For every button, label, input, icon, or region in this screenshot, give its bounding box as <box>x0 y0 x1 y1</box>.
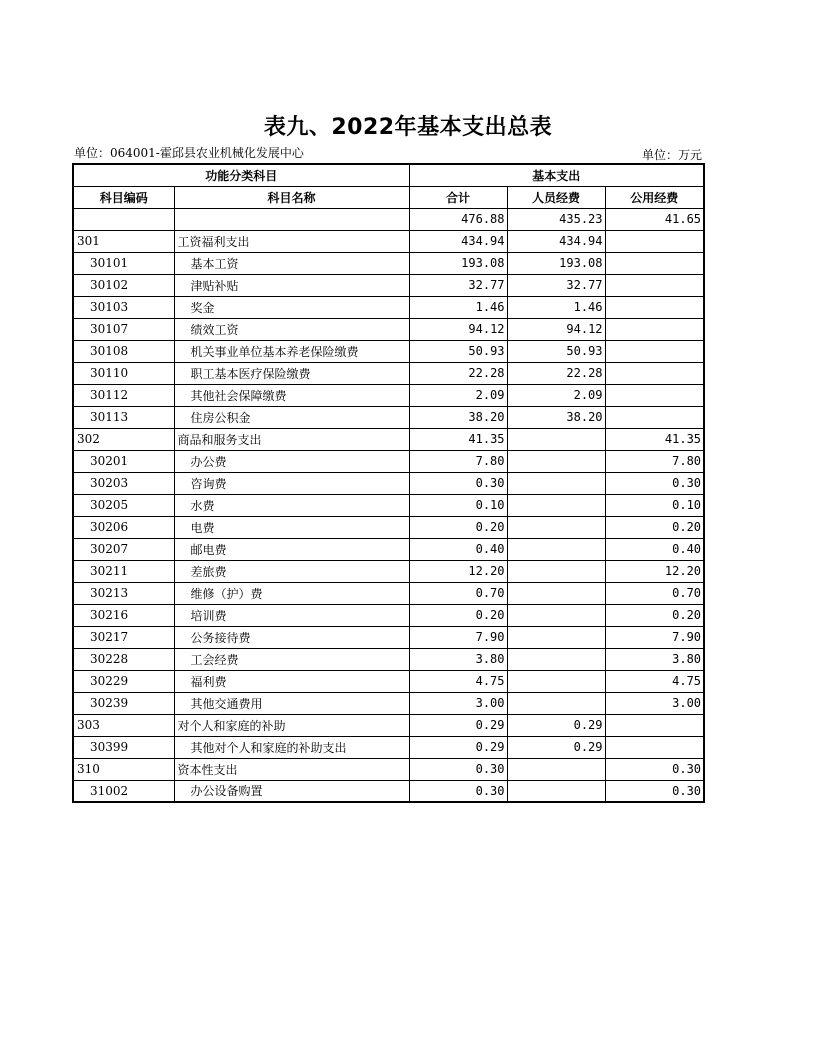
table-row <box>73 208 704 230</box>
personnel-cell: 1.46 <box>507 296 605 318</box>
public-cell <box>605 318 704 340</box>
header-code: 科目编码 <box>73 186 174 208</box>
total-cell: 476.88 <box>409 208 507 230</box>
total-cell: 50.93 <box>409 340 507 362</box>
personnel-cell <box>507 450 605 472</box>
personnel-cell: 94.12 <box>507 318 605 340</box>
table-row <box>73 340 704 362</box>
personnel-cell <box>507 494 605 516</box>
code-cell: 30203 <box>73 472 174 494</box>
name-cell: 对个人和家庭的补助 <box>174 714 409 736</box>
personnel-cell <box>507 626 605 648</box>
public-cell <box>605 714 704 736</box>
personnel-cell <box>507 604 605 626</box>
name-cell: 其他交通费用 <box>174 692 409 714</box>
table-row <box>73 230 704 252</box>
total-cell: 3.80 <box>409 648 507 670</box>
name-cell: 其他社会保障缴费 <box>174 384 409 406</box>
total-cell: 94.12 <box>409 318 507 340</box>
personnel-cell <box>507 560 605 582</box>
table-row <box>73 296 704 318</box>
total-cell: 434.94 <box>409 230 507 252</box>
total-cell: 0.29 <box>409 736 507 758</box>
code-cell: 30113 <box>73 406 174 428</box>
table-row <box>73 692 704 714</box>
code-cell: 30110 <box>73 362 174 384</box>
name-cell: 机关事业单位基本养老保险缴费 <box>174 340 409 362</box>
code-cell <box>73 208 174 230</box>
name-cell: 绩效工资 <box>174 318 409 340</box>
table-row <box>73 450 704 472</box>
expenditure-table <box>72 163 705 803</box>
table-row <box>73 406 704 428</box>
total-cell: 0.30 <box>409 780 507 802</box>
public-cell: 0.30 <box>605 780 704 802</box>
table-row <box>73 758 704 780</box>
public-cell: 0.20 <box>605 604 704 626</box>
name-cell: 差旅费 <box>174 560 409 582</box>
personnel-cell: 0.29 <box>507 736 605 758</box>
total-cell: 7.90 <box>409 626 507 648</box>
code-cell: 31002 <box>73 780 174 802</box>
total-cell: 1.46 <box>409 296 507 318</box>
total-cell: 0.29 <box>409 714 507 736</box>
code-cell: 30239 <box>73 692 174 714</box>
header-total: 合计 <box>409 186 507 208</box>
total-cell: 0.10 <box>409 494 507 516</box>
code-cell: 30205 <box>73 494 174 516</box>
name-cell: 咨询费 <box>174 472 409 494</box>
table-row <box>73 274 704 296</box>
code-cell: 30399 <box>73 736 174 758</box>
personnel-cell <box>507 428 605 450</box>
total-cell: 0.30 <box>409 472 507 494</box>
table-row <box>73 428 704 450</box>
table-row <box>73 736 704 758</box>
code-cell: 30207 <box>73 538 174 560</box>
personnel-cell <box>507 758 605 780</box>
code-cell: 30217 <box>73 626 174 648</box>
name-cell: 资本性支出 <box>174 758 409 780</box>
total-cell: 4.75 <box>409 670 507 692</box>
public-cell <box>605 230 704 252</box>
name-cell: 培训费 <box>174 604 409 626</box>
total-cell: 193.08 <box>409 252 507 274</box>
public-cell <box>605 736 704 758</box>
personnel-cell <box>507 538 605 560</box>
name-cell: 办公费 <box>174 450 409 472</box>
table-row <box>73 318 704 340</box>
public-cell: 0.30 <box>605 758 704 780</box>
public-cell <box>605 252 704 274</box>
personnel-cell: 50.93 <box>507 340 605 362</box>
personnel-cell: 38.20 <box>507 406 605 428</box>
name-cell: 办公设备购置 <box>174 780 409 802</box>
name-cell: 电费 <box>174 516 409 538</box>
public-cell: 7.80 <box>605 450 704 472</box>
personnel-cell <box>507 670 605 692</box>
header-public: 公用经费 <box>605 186 704 208</box>
total-cell: 3.00 <box>409 692 507 714</box>
public-cell: 3.00 <box>605 692 704 714</box>
header-basic-expenditure: 基本支出 <box>409 164 704 186</box>
personnel-cell: 434.94 <box>507 230 605 252</box>
public-cell: 4.75 <box>605 670 704 692</box>
code-cell: 30108 <box>73 340 174 362</box>
total-cell: 0.40 <box>409 538 507 560</box>
name-cell: 职工基本医疗保险缴费 <box>174 362 409 384</box>
code-cell: 302 <box>73 428 174 450</box>
public-cell: 0.70 <box>605 582 704 604</box>
table-header <box>73 164 704 208</box>
public-cell: 0.30 <box>605 472 704 494</box>
table-body <box>73 208 704 802</box>
table-row <box>73 472 704 494</box>
code-cell: 30213 <box>73 582 174 604</box>
total-cell: 12.20 <box>409 560 507 582</box>
name-cell: 奖金 <box>174 296 409 318</box>
table-row <box>73 362 704 384</box>
total-cell: 0.70 <box>409 582 507 604</box>
public-cell <box>605 340 704 362</box>
name-cell: 工会经费 <box>174 648 409 670</box>
header-functional-classification: 功能分类科目 <box>73 164 409 186</box>
public-cell: 0.20 <box>605 516 704 538</box>
public-cell <box>605 274 704 296</box>
personnel-cell: 2.09 <box>507 384 605 406</box>
personnel-cell: 193.08 <box>507 252 605 274</box>
table-row <box>73 604 704 626</box>
code-cell: 30101 <box>73 252 174 274</box>
total-cell: 0.20 <box>409 516 507 538</box>
page-title: 表九、2022年基本支出总表 <box>263 115 553 140</box>
total-cell: 0.30 <box>409 758 507 780</box>
code-cell: 30216 <box>73 604 174 626</box>
table-row <box>73 648 704 670</box>
total-cell: 32.77 <box>409 274 507 296</box>
code-cell: 310 <box>73 758 174 780</box>
code-cell: 30112 <box>73 384 174 406</box>
table-row <box>73 780 704 802</box>
code-cell: 30228 <box>73 648 174 670</box>
name-cell: 其他对个人和家庭的补助支出 <box>174 736 409 758</box>
name-cell <box>174 208 409 230</box>
personnel-cell: 22.28 <box>507 362 605 384</box>
header-personnel: 人员经费 <box>507 186 605 208</box>
table-row <box>73 670 704 692</box>
personnel-cell <box>507 780 605 802</box>
total-cell: 22.28 <box>409 362 507 384</box>
total-cell: 0.20 <box>409 604 507 626</box>
total-cell: 7.80 <box>409 450 507 472</box>
code-cell: 30107 <box>73 318 174 340</box>
public-cell: 0.40 <box>605 538 704 560</box>
header-name: 科目名称 <box>174 186 409 208</box>
table-row <box>73 626 704 648</box>
personnel-cell <box>507 648 605 670</box>
name-cell: 水费 <box>174 494 409 516</box>
personnel-cell: 435.23 <box>507 208 605 230</box>
code-cell: 30211 <box>73 560 174 582</box>
name-cell: 福利费 <box>174 670 409 692</box>
total-cell: 38.20 <box>409 406 507 428</box>
table-row <box>73 494 704 516</box>
name-cell: 商品和服务支出 <box>174 428 409 450</box>
table-row <box>73 714 704 736</box>
public-cell: 41.35 <box>605 428 704 450</box>
code-cell: 30201 <box>73 450 174 472</box>
public-cell: 3.80 <box>605 648 704 670</box>
table-row <box>73 384 704 406</box>
code-cell: 303 <box>73 714 174 736</box>
public-cell: 12.20 <box>605 560 704 582</box>
currency-unit-label: 单位：万元 <box>641 148 702 162</box>
code-cell: 30102 <box>73 274 174 296</box>
personnel-cell <box>507 582 605 604</box>
table-row <box>73 582 704 604</box>
name-cell: 津贴补贴 <box>174 274 409 296</box>
unit-label: 单位：064001-霍邱县农业机械化发展中心 <box>74 146 304 160</box>
name-cell: 维修（护）费 <box>174 582 409 604</box>
table-row <box>73 516 704 538</box>
personnel-cell: 32.77 <box>507 274 605 296</box>
public-cell <box>605 296 704 318</box>
personnel-cell: 0.29 <box>507 714 605 736</box>
table-row <box>73 252 704 274</box>
public-cell <box>605 362 704 384</box>
personnel-cell <box>507 516 605 538</box>
total-cell: 41.35 <box>409 428 507 450</box>
public-cell: 7.90 <box>605 626 704 648</box>
code-cell: 30206 <box>73 516 174 538</box>
code-cell: 301 <box>73 230 174 252</box>
name-cell: 住房公积金 <box>174 406 409 428</box>
public-cell <box>605 384 704 406</box>
name-cell: 基本工资 <box>174 252 409 274</box>
table-row <box>73 560 704 582</box>
total-cell: 2.09 <box>409 384 507 406</box>
personnel-cell <box>507 692 605 714</box>
name-cell: 工资福利支出 <box>174 230 409 252</box>
name-cell: 公务接待费 <box>174 626 409 648</box>
personnel-cell <box>507 472 605 494</box>
code-cell: 30103 <box>73 296 174 318</box>
code-cell: 30229 <box>73 670 174 692</box>
public-cell: 0.10 <box>605 494 704 516</box>
name-cell: 邮电费 <box>174 538 409 560</box>
table-row <box>73 538 704 560</box>
public-cell <box>605 406 704 428</box>
public-cell: 41.65 <box>605 208 704 230</box>
